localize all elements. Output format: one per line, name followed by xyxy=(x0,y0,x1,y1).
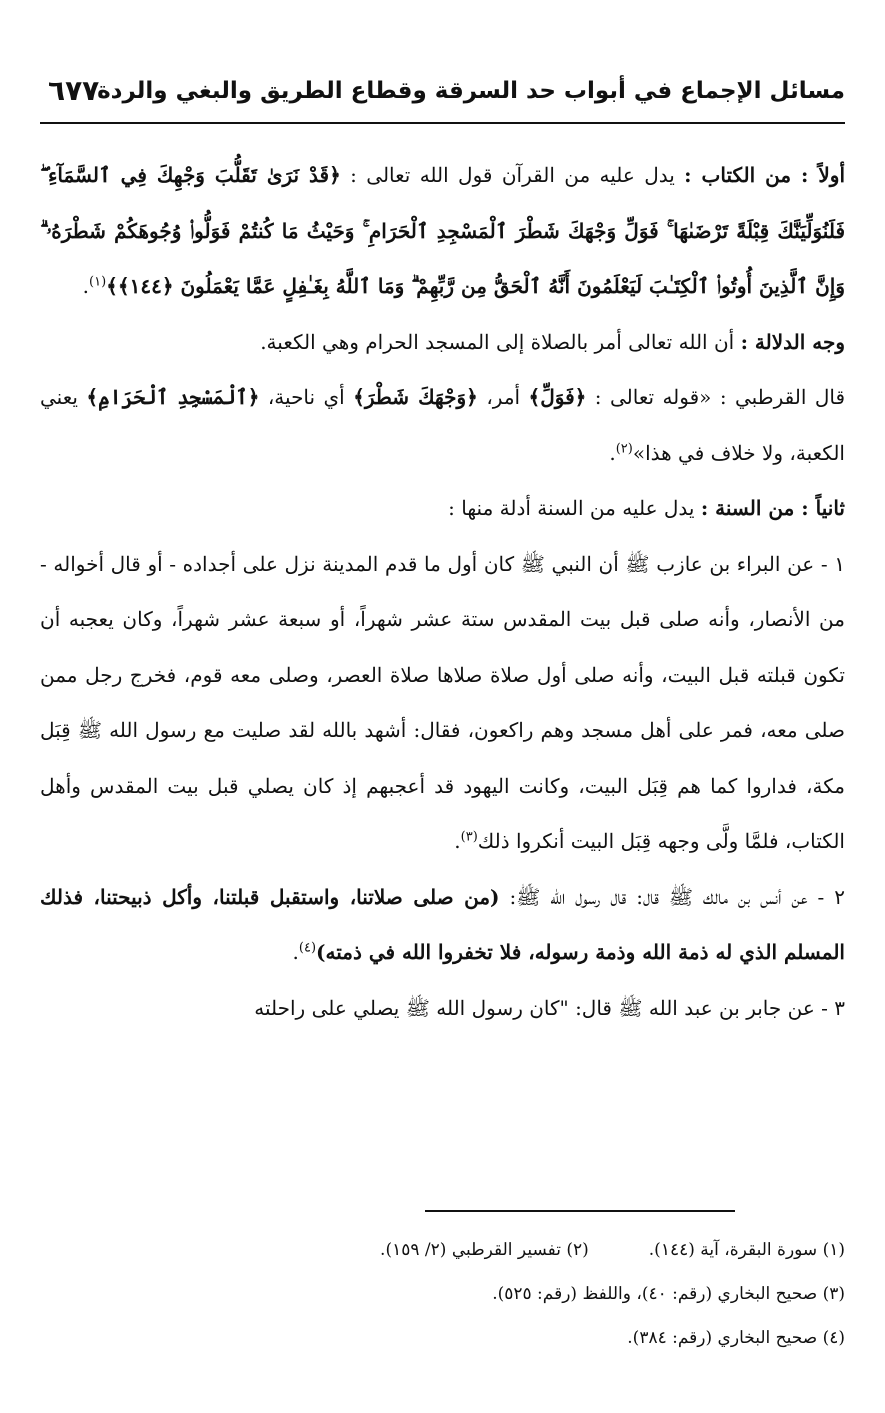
paragraph-end: . xyxy=(292,940,299,964)
paragraph-from-sunnah xyxy=(40,481,845,537)
paragraph-text: قال القرطبي : «قوله تعالى : xyxy=(586,385,846,409)
hadith-text: ١ - عن البراء بن عازب ﷺ أن النبي ﷺ كان أول ما قدم المدينة نزل على أجداده - أو قال أخواله - من الأنصار، وأنه صلى قبل بيت المقدس ستة عشر شهراً، أو سبعة عشر شهراً، وكان يعجبه أن تكون قبلته قبل البيت، وأنه صلى أول صلاة صلاها صلاة العصر، وصلى معه قوم، فخرج رجل ممن صلى معه، فمر على أهل مسجد وهم راكعون، فقال: أشهد بالله لقد صليت مع رسول الله ﷺ قِبَل مكة، فداروا كما هم قِبَل البيت، وكانت اليهود قد أعجبهم إذ كان يصلي قبل بيت المقدس وأهل الكتاب، فلمَّا ولَّى وجهه قِبَل البيت أنكروا ذلك xyxy=(40,551,845,853)
paragraph-end: . xyxy=(454,829,461,853)
main-text xyxy=(40,148,845,1036)
hadith-quote-bold: (من صلى صلاتنا، واستقبل قبلتنا، وأكل ذبيحتنا، فذلك المسلم الذي له ذمة الله وذمة رسوله، فلا تخفروا الله في ذمته) xyxy=(40,884,845,964)
footnote-2: (٢) تفسير القرطبي (٢/ ١٥٩). xyxy=(380,1240,589,1260)
quran-quote-2: ﴿وَجْهَكَ شَطْرَ﴾ xyxy=(353,385,478,409)
footnotes xyxy=(40,1228,845,1360)
section-lead-evidence: وجه الدلالة : xyxy=(740,329,845,354)
footnote-4: (٤) صحيح البخاري (رقم: ٣٨٤). xyxy=(627,1328,845,1348)
paragraph-text: أن الله تعالى أمر بالصلاة إلى المسجد الحرام وهي الكعبة. xyxy=(260,329,741,354)
footnote-divider xyxy=(425,1210,735,1212)
footnote-row xyxy=(40,1228,845,1272)
paragraph-text: أي ناحية، xyxy=(259,385,354,409)
section-lead-sunnah: ثانياً : من السنة : xyxy=(700,496,845,520)
hadith-2 xyxy=(40,870,845,981)
page-number: ٦٧٧ xyxy=(48,74,100,107)
paragraph-text: أمر، xyxy=(477,385,529,409)
running-header xyxy=(40,72,845,124)
paragraph-from-quran xyxy=(40,148,845,315)
hadith-1 xyxy=(40,537,845,870)
footnote-3: (٣) صحيح البخاري (رقم: ٤٠)، واللفظ (رقم: ٥٢٥). xyxy=(492,1284,845,1304)
footnote-ref-3: (٣) xyxy=(460,829,478,845)
hadith-text: ٢ - عن أنس بن مالك ﷺ قال: قال رسول الله ﷺ: xyxy=(499,884,845,909)
paragraph-end: . xyxy=(82,274,89,298)
hadith-3 xyxy=(40,981,845,1037)
section-lead-quran: أولاً : من الكتاب : xyxy=(684,163,845,187)
hadith-text: ٣ - عن جابر بن عبد الله ﷺ قال: "كان رسول الله ﷺ يصلي على راحلته xyxy=(254,995,845,1020)
paragraph-text: يدل عليه من القرآن قول الله تعالى : xyxy=(340,163,685,187)
quran-quote-3: ﴿ٱلْمَسْجِدِ ٱلْحَرَامِ﴾ xyxy=(86,385,260,409)
paragraph-evidence xyxy=(40,315,845,371)
footnote-1: (١) سورة البقرة، آية (١٤٤). xyxy=(648,1240,845,1260)
footnote-ref-2: (٢) xyxy=(615,440,633,456)
quran-verse: ﴿قَدْ نَرَىٰ تَقَلُّبَ وَجْهِكَ فِي ٱلسَّمَآءِ ۖ فَلَنُوَلِّيَنَّكَ قِبْلَةً تَرْضَىٰهَا ۚ فَوَلِّ وَجْهَكَ شَطْرَ ٱلْمَسْجِدِ ٱلْحَرَامِ ۚ وَحَيْثُ مَا كُنتُمْ فَوَلُّوا۟ وُجُوهَكُمْ شَطْرَهُۥ ۗ وَإِنَّ ٱلَّذِينَ أُوتُوا۟ ٱلْكِتَـٰبَ لَيَعْلَمُونَ أَنَّهُ ٱلْحَقُّ مِن رَّبِّهِمْ ۗ وَمَا ٱللَّهُ بِغَـٰفِلٍ عَمَّا يَعْمَلُونَ ﴿١٤٤﴾﴾ xyxy=(40,163,845,298)
paragraph-end: . xyxy=(609,440,616,465)
footnote-ref-4: (٤) xyxy=(298,940,317,956)
paragraph-qurtubi xyxy=(40,370,845,481)
footnote-ref-1: (١) xyxy=(89,274,107,290)
paragraph-text: يدل عليه من السنة أدلة منها : xyxy=(448,496,701,520)
paragraph-text: يعني الكعبة، ولا خلاف في هذا» xyxy=(40,385,845,465)
header-title: مسائل الإجماع في أبواب حد السرقة وقطاع الطريق والبغي والردة xyxy=(97,78,845,104)
quran-quote-1: ﴿فَوَلِّ﴾ xyxy=(528,385,587,409)
